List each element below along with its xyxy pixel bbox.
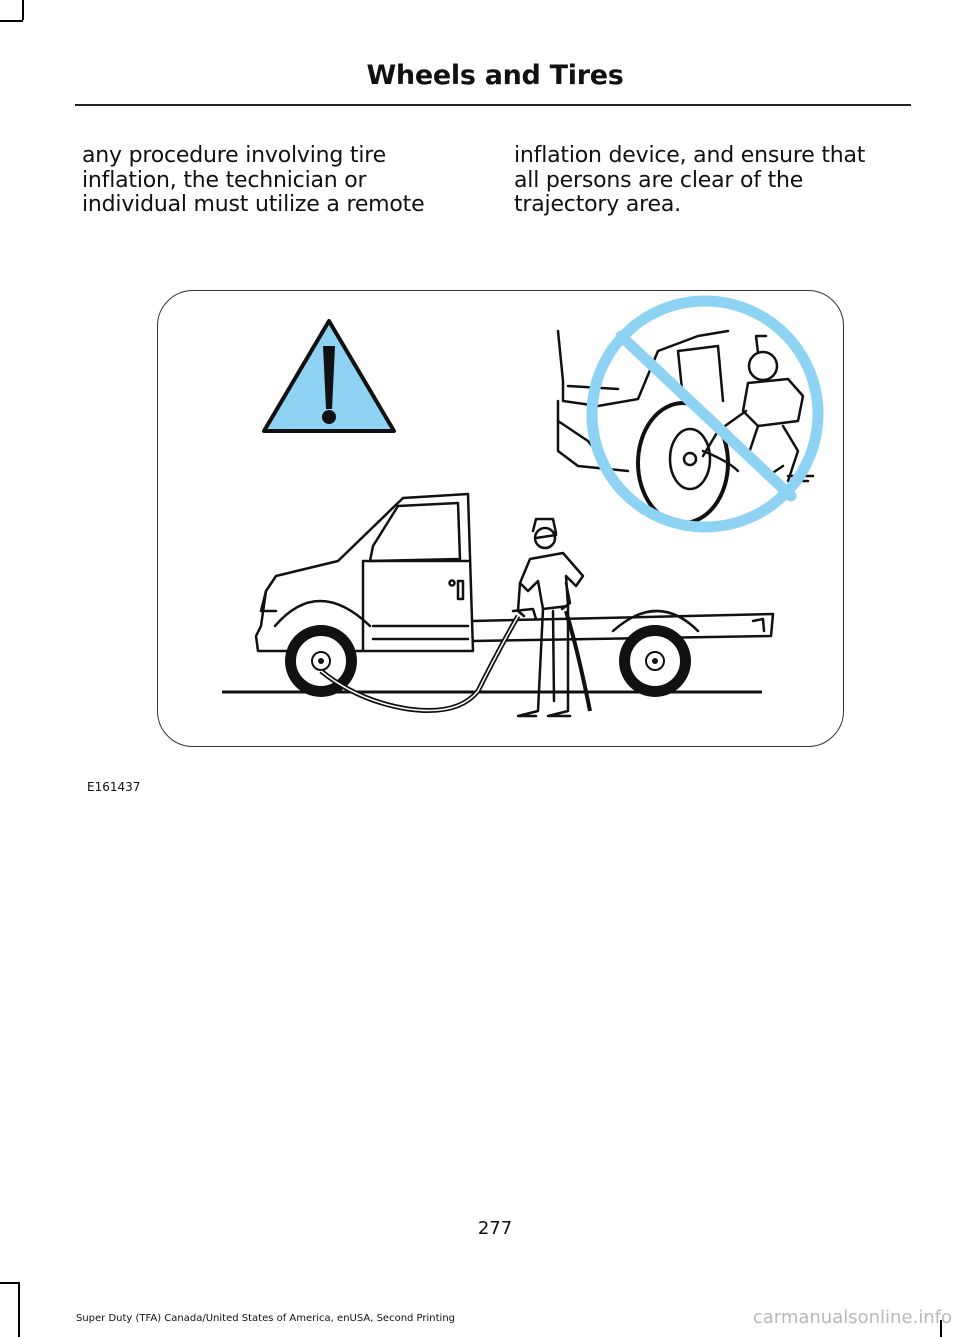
text-line: all persons are clear of the: [514, 167, 804, 193]
text-line: inflation device, and ensure that: [514, 143, 866, 168]
text-line: trajectory area.: [514, 192, 681, 217]
text-line: individual must utilize a remote: [82, 192, 425, 217]
crop-mark-top-left-v: [22, 0, 24, 20]
body-column-right: [514, 144, 914, 218]
text-line: any procedure involving tire: [82, 143, 386, 168]
crop-mark-top-left-h: [0, 20, 23, 22]
rear-wheel: [619, 625, 691, 697]
watermark: carmanualsonline.info: [752, 1307, 952, 1328]
header-rule: [75, 104, 911, 106]
text-line: inflation, the technician or: [82, 167, 367, 193]
crop-mark-bottom-left-v: [18, 1282, 20, 1337]
figure-id: E161437: [87, 780, 141, 794]
body-column-left: [82, 144, 482, 218]
page-number: 277: [477, 1218, 513, 1239]
page-title: Wheels and Tires: [366, 60, 624, 91]
footer-edition: Super Duty (TFA) Canada/United States of America, enUSA, Second Printing: [76, 1313, 456, 1324]
illustration-canvas: [158, 291, 844, 747]
tire-inflation-illustration: [157, 290, 844, 747]
crop-mark-bottom-left-h: [0, 1282, 19, 1284]
warning-triangle-icon: [264, 321, 394, 431]
